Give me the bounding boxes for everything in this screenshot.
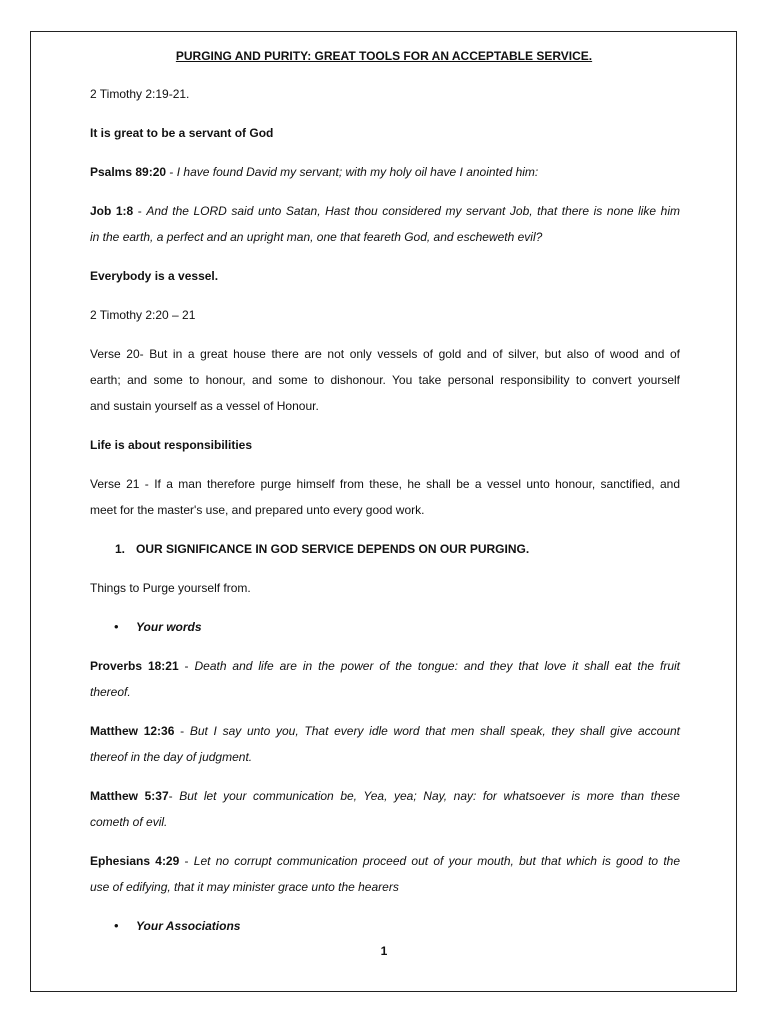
things-to-purge: Things to Purge yourself from.	[90, 581, 251, 595]
psalms-verse	[90, 164, 680, 180]
proverbs-verse-line-2: thereof.	[90, 685, 131, 699]
verse-ref: Ephesians 4:29	[90, 854, 180, 868]
proverbs-verse-line-1	[90, 658, 680, 674]
bullet-icon: •	[114, 918, 119, 933]
bullet-your-associations: Your Associations	[136, 919, 241, 933]
bullet-icon: •	[114, 619, 119, 634]
verse-ref: Matthew 5:37	[90, 789, 169, 803]
verse-separator: -	[178, 659, 195, 673]
verse-ref: Matthew 12:36	[90, 724, 175, 738]
verse-separator: -	[174, 724, 190, 738]
matthew537-line-1	[90, 788, 680, 804]
heading-servant: It is great to be a servant of God	[90, 126, 274, 140]
bullet-your-words: Your words	[136, 620, 202, 634]
verse-text: I have found David my servant; with my holy oil have I anointed him:	[176, 165, 539, 179]
verse-text: But let your communication be, Yea, yea; Nay, nay: for whatsoever is more than these	[179, 789, 680, 803]
matthew1236-line-2: thereof in the day of judgment.	[90, 750, 253, 764]
heading-life: Life is about responsibilities	[90, 438, 253, 452]
verse-separator: -	[168, 789, 180, 803]
verse-text: And the LORD said unto Satan, Hast thou considered my servant Job, that there is none like him	[146, 204, 680, 218]
matthew537-line-2: cometh of evil.	[90, 815, 168, 829]
verse-separator: -	[133, 204, 147, 218]
verse-ref: Proverbs 18:21	[90, 659, 179, 673]
point1-heading: OUR SIGNIFICANCE IN GOD SERVICE DEPENDS ON OUR PURGING.	[136, 542, 530, 556]
verse-separator: -	[179, 854, 194, 868]
verse20-line-2: earth; and some to honour, and some to dishonour. You take personal responsibility to convert yourself	[90, 373, 680, 387]
verse-text: Death and life are in the power of the tongue: and they that love it shall eat the fruit	[194, 659, 680, 673]
job-verse-line-1	[90, 203, 680, 219]
document-title: PURGING AND PURITY: GREAT TOOLS FOR AN ACCEPTABLE SERVICE.	[175, 49, 593, 63]
page-number: 1	[380, 944, 388, 958]
verse-text: But I say unto you, That every idle word that men shall speak, they shall give account	[189, 724, 680, 738]
heading-vessel: Everybody is a vessel.	[90, 269, 219, 283]
text-reference: 2 Timothy 2:19-21.	[90, 87, 190, 101]
text-reference-2: 2 Timothy 2:20 – 21	[90, 308, 196, 322]
verse-ref: Job 1:8	[90, 204, 134, 218]
ephesians-line-2: use of edifying, that it may minister grace unto the hearers	[90, 880, 399, 894]
list-number-1: 1.	[115, 542, 126, 556]
verse21-line-2: meet for the master's use, and prepared unto every good work.	[90, 503, 425, 517]
verse20-line-3: and sustain yourself as a vessel of Honour.	[90, 399, 319, 413]
verse-separator: -	[166, 165, 177, 179]
matthew1236-line-1	[90, 723, 680, 739]
job-verse-line-2: in the earth, a perfect and an upright man, one that feareth God, and escheweth evil?	[90, 230, 543, 244]
verse-text: Let no corrupt communication proceed out of your mouth, but that which is good to the	[193, 854, 681, 868]
ephesians-line-1	[90, 853, 680, 869]
verse21-line-1: Verse 21 - If a man therefore purge himself from these, he shall be a vessel unto honour, sanctified, and	[90, 477, 680, 491]
verse-ref: Psalms 89:20	[90, 165, 167, 179]
verse20-line-1: Verse 20- But in a great house there are not only vessels of gold and of silver, but also of wood and of	[90, 347, 680, 361]
